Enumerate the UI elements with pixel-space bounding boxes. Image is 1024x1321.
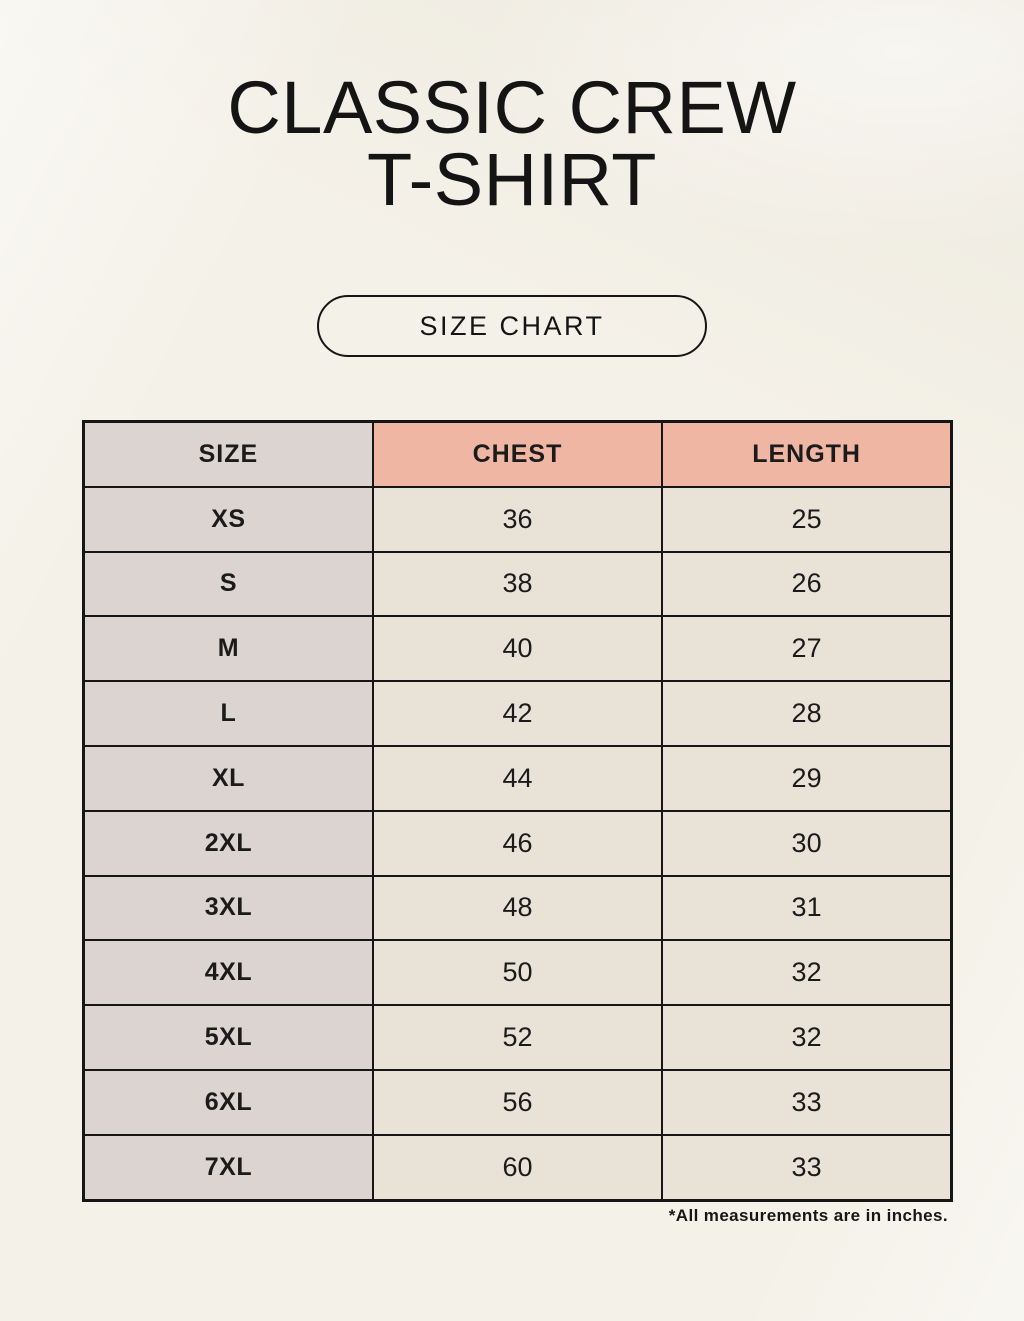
table-row: [84, 552, 952, 617]
table-row: [84, 746, 952, 811]
length-cell: 33: [662, 1070, 951, 1135]
chest-cell: 38: [373, 552, 662, 617]
size-cell: 6XL: [84, 1070, 373, 1135]
table-header-row: [84, 422, 952, 487]
page-title: [0, 66, 1024, 221]
size-table-header: [84, 422, 952, 487]
length-cell: 27: [662, 616, 951, 681]
length-cell: 26: [662, 552, 951, 617]
length-cell: 32: [662, 1005, 951, 1070]
size-cell: 7XL: [84, 1135, 373, 1200]
column-header-size: SIZE: [84, 422, 373, 487]
chest-cell: 56: [373, 1070, 662, 1135]
column-header-chest: CHEST: [373, 422, 662, 487]
size-cell: M: [84, 616, 373, 681]
length-cell: 31: [662, 876, 951, 941]
size-cell: 5XL: [84, 1005, 373, 1070]
chest-cell: 52: [373, 1005, 662, 1070]
chest-cell: 40: [373, 616, 662, 681]
size-cell: XS: [84, 487, 373, 552]
table-row: [84, 1135, 952, 1200]
chest-cell: 46: [373, 811, 662, 876]
size-cell: S: [84, 552, 373, 617]
size-table: [82, 420, 953, 1202]
size-cell: XL: [84, 746, 373, 811]
table-row: [84, 616, 952, 681]
table-row: [84, 681, 952, 746]
length-cell: 33: [662, 1135, 951, 1200]
table-row: [84, 940, 952, 1005]
length-cell: 25: [662, 487, 951, 552]
chest-cell: 36: [373, 487, 662, 552]
length-cell: 28: [662, 681, 951, 746]
chest-cell: 42: [373, 681, 662, 746]
column-header-length: LENGTH: [662, 422, 951, 487]
table-row: [84, 811, 952, 876]
table-row: [84, 1005, 952, 1070]
page-title-line-2: T-SHIRT: [367, 138, 657, 221]
size-table-body: [84, 487, 952, 1200]
size-cell: L: [84, 681, 373, 746]
size-chart-button[interactable]: [317, 295, 707, 357]
length-cell: 29: [662, 746, 951, 811]
length-cell: 32: [662, 940, 951, 1005]
size-cell: 3XL: [84, 876, 373, 941]
size-cell: 2XL: [84, 811, 373, 876]
table-row: [84, 487, 952, 552]
chest-cell: 60: [373, 1135, 662, 1200]
chest-cell: 44: [373, 746, 662, 811]
measurements-footnote: *All measurements are in inches.: [668, 1206, 948, 1225]
table-row: [84, 876, 952, 941]
table-row: [84, 1070, 952, 1135]
length-cell: 30: [662, 811, 951, 876]
chest-cell: 50: [373, 940, 662, 1005]
page-title-line-1: CLASSIC CREW: [227, 66, 797, 149]
size-chart-button-label: SIZE CHART: [419, 310, 605, 341]
chest-cell: 48: [373, 876, 662, 941]
size-cell: 4XL: [84, 940, 373, 1005]
